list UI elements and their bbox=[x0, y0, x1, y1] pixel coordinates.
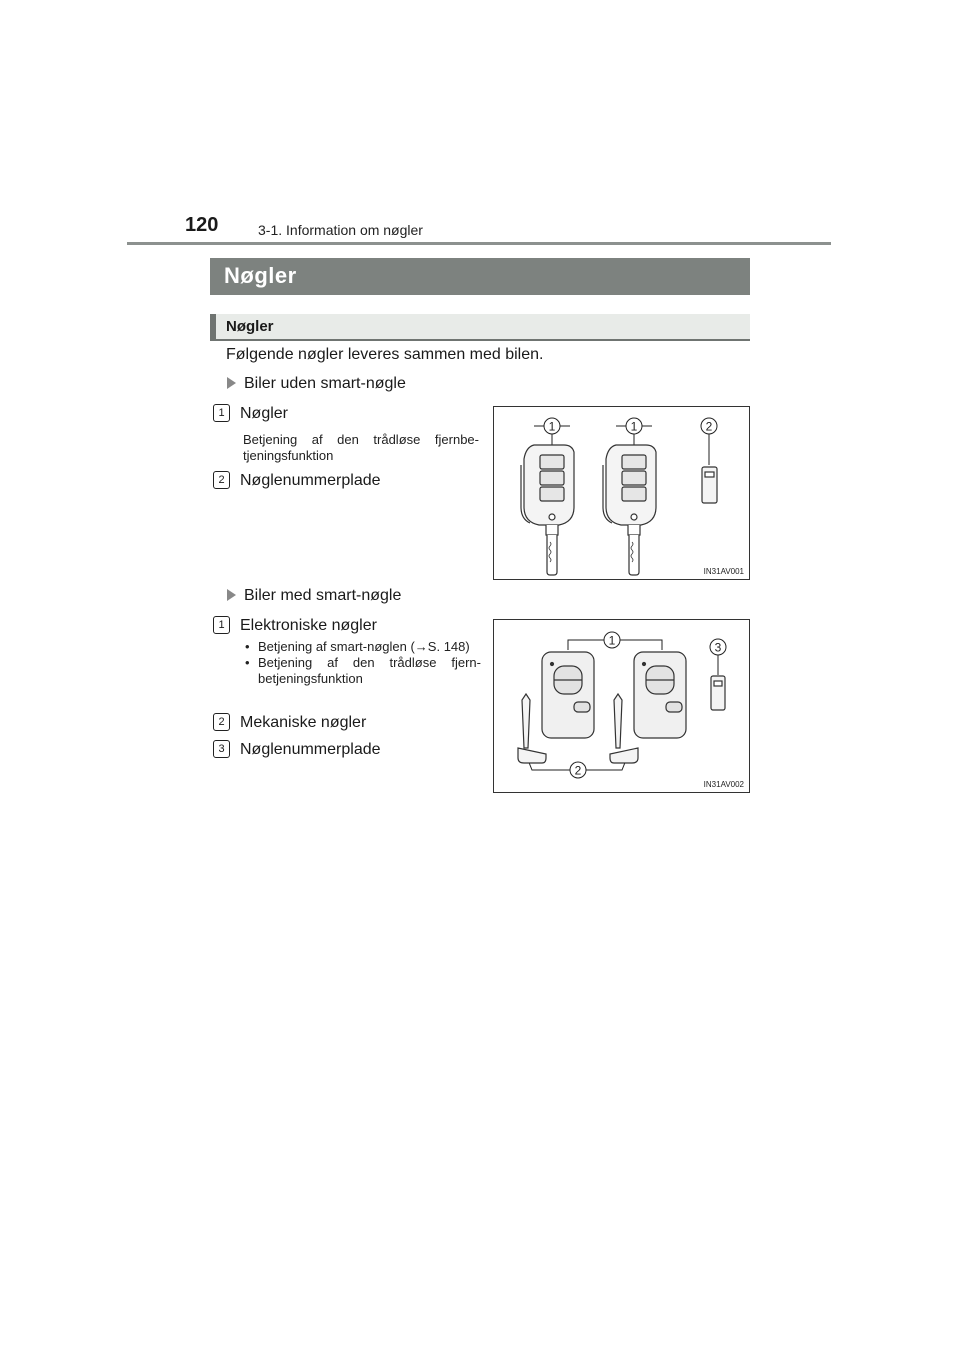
group1-heading bbox=[227, 375, 406, 393]
item-number-badge: 1 bbox=[213, 616, 230, 634]
flip-key-1 bbox=[521, 445, 574, 575]
item-number-badge: 3 bbox=[213, 740, 230, 758]
callout-3: 3 bbox=[714, 640, 722, 655]
bullet-remote: • Betjening af den trådløse fjern-betjeningsfunktion bbox=[245, 655, 481, 687]
group2-item-1 bbox=[213, 616, 377, 635]
keys-illustration bbox=[494, 407, 749, 579]
key-number-plate bbox=[702, 467, 717, 503]
item-number-badge: 2 bbox=[213, 713, 230, 731]
group1-item-2 bbox=[213, 471, 381, 490]
key-number-plate bbox=[711, 676, 725, 710]
callout-2: 2 bbox=[574, 763, 582, 778]
triangle-bullet-icon bbox=[227, 589, 236, 601]
section-title-bar bbox=[210, 258, 750, 295]
figure-keys-with-smart-key bbox=[493, 619, 750, 793]
callout-1: 1 bbox=[608, 633, 616, 648]
item-label: Nøgler bbox=[240, 405, 289, 422]
subsection-title: Nøgler bbox=[226, 318, 274, 335]
callout-1b: 1 bbox=[630, 419, 638, 434]
chapter-title: 3-1. Information om nøgler bbox=[258, 222, 423, 238]
figure-keys-without-smart-key bbox=[493, 406, 750, 580]
item-label: Elektroniske nøgler bbox=[240, 617, 377, 634]
intro-text: Følgende nøgler leveres sammen med bilen. bbox=[226, 346, 544, 363]
group2-item-3 bbox=[213, 740, 381, 759]
figure-code: IN31AV002 bbox=[703, 780, 744, 789]
group2-item-2 bbox=[213, 713, 366, 732]
item-number-badge: 2 bbox=[213, 471, 230, 489]
group2-item-1-bullets bbox=[245, 639, 481, 687]
group1-item-1-desc: Betjening af den trådløse fjernbe-tjeningsfunktion bbox=[243, 432, 479, 463]
smart-keys-illustration bbox=[494, 620, 749, 792]
item-label: Nøglenummerplade bbox=[240, 741, 381, 758]
triangle-bullet-icon bbox=[227, 377, 236, 389]
bullet-smart-key: • Betjening af smart-nøglen (→S. 148) bbox=[245, 639, 481, 655]
group1-item-1 bbox=[213, 404, 288, 423]
flip-key-2 bbox=[603, 445, 656, 575]
figure-code: IN31AV001 bbox=[703, 567, 744, 576]
subsection-title-bar bbox=[210, 314, 750, 341]
group2-heading bbox=[227, 587, 401, 605]
callout-2: 2 bbox=[705, 419, 713, 434]
section-title: Nøgler bbox=[224, 263, 297, 288]
group1-heading-text: Biler uden smart-nøgle bbox=[244, 375, 406, 392]
group2-heading-text: Biler med smart-nøgle bbox=[244, 587, 402, 604]
subsection-marker bbox=[210, 314, 216, 339]
callout-1a: 1 bbox=[548, 419, 556, 434]
item-number-badge: 1 bbox=[213, 404, 230, 422]
header-divider bbox=[127, 242, 831, 245]
item-label: Nøglenummerplade bbox=[240, 472, 381, 489]
page-number: 120 bbox=[185, 214, 219, 236]
smart-key-2 bbox=[634, 652, 686, 738]
item-label: Mekaniske nøgler bbox=[240, 714, 367, 731]
smart-key-1 bbox=[542, 652, 594, 738]
